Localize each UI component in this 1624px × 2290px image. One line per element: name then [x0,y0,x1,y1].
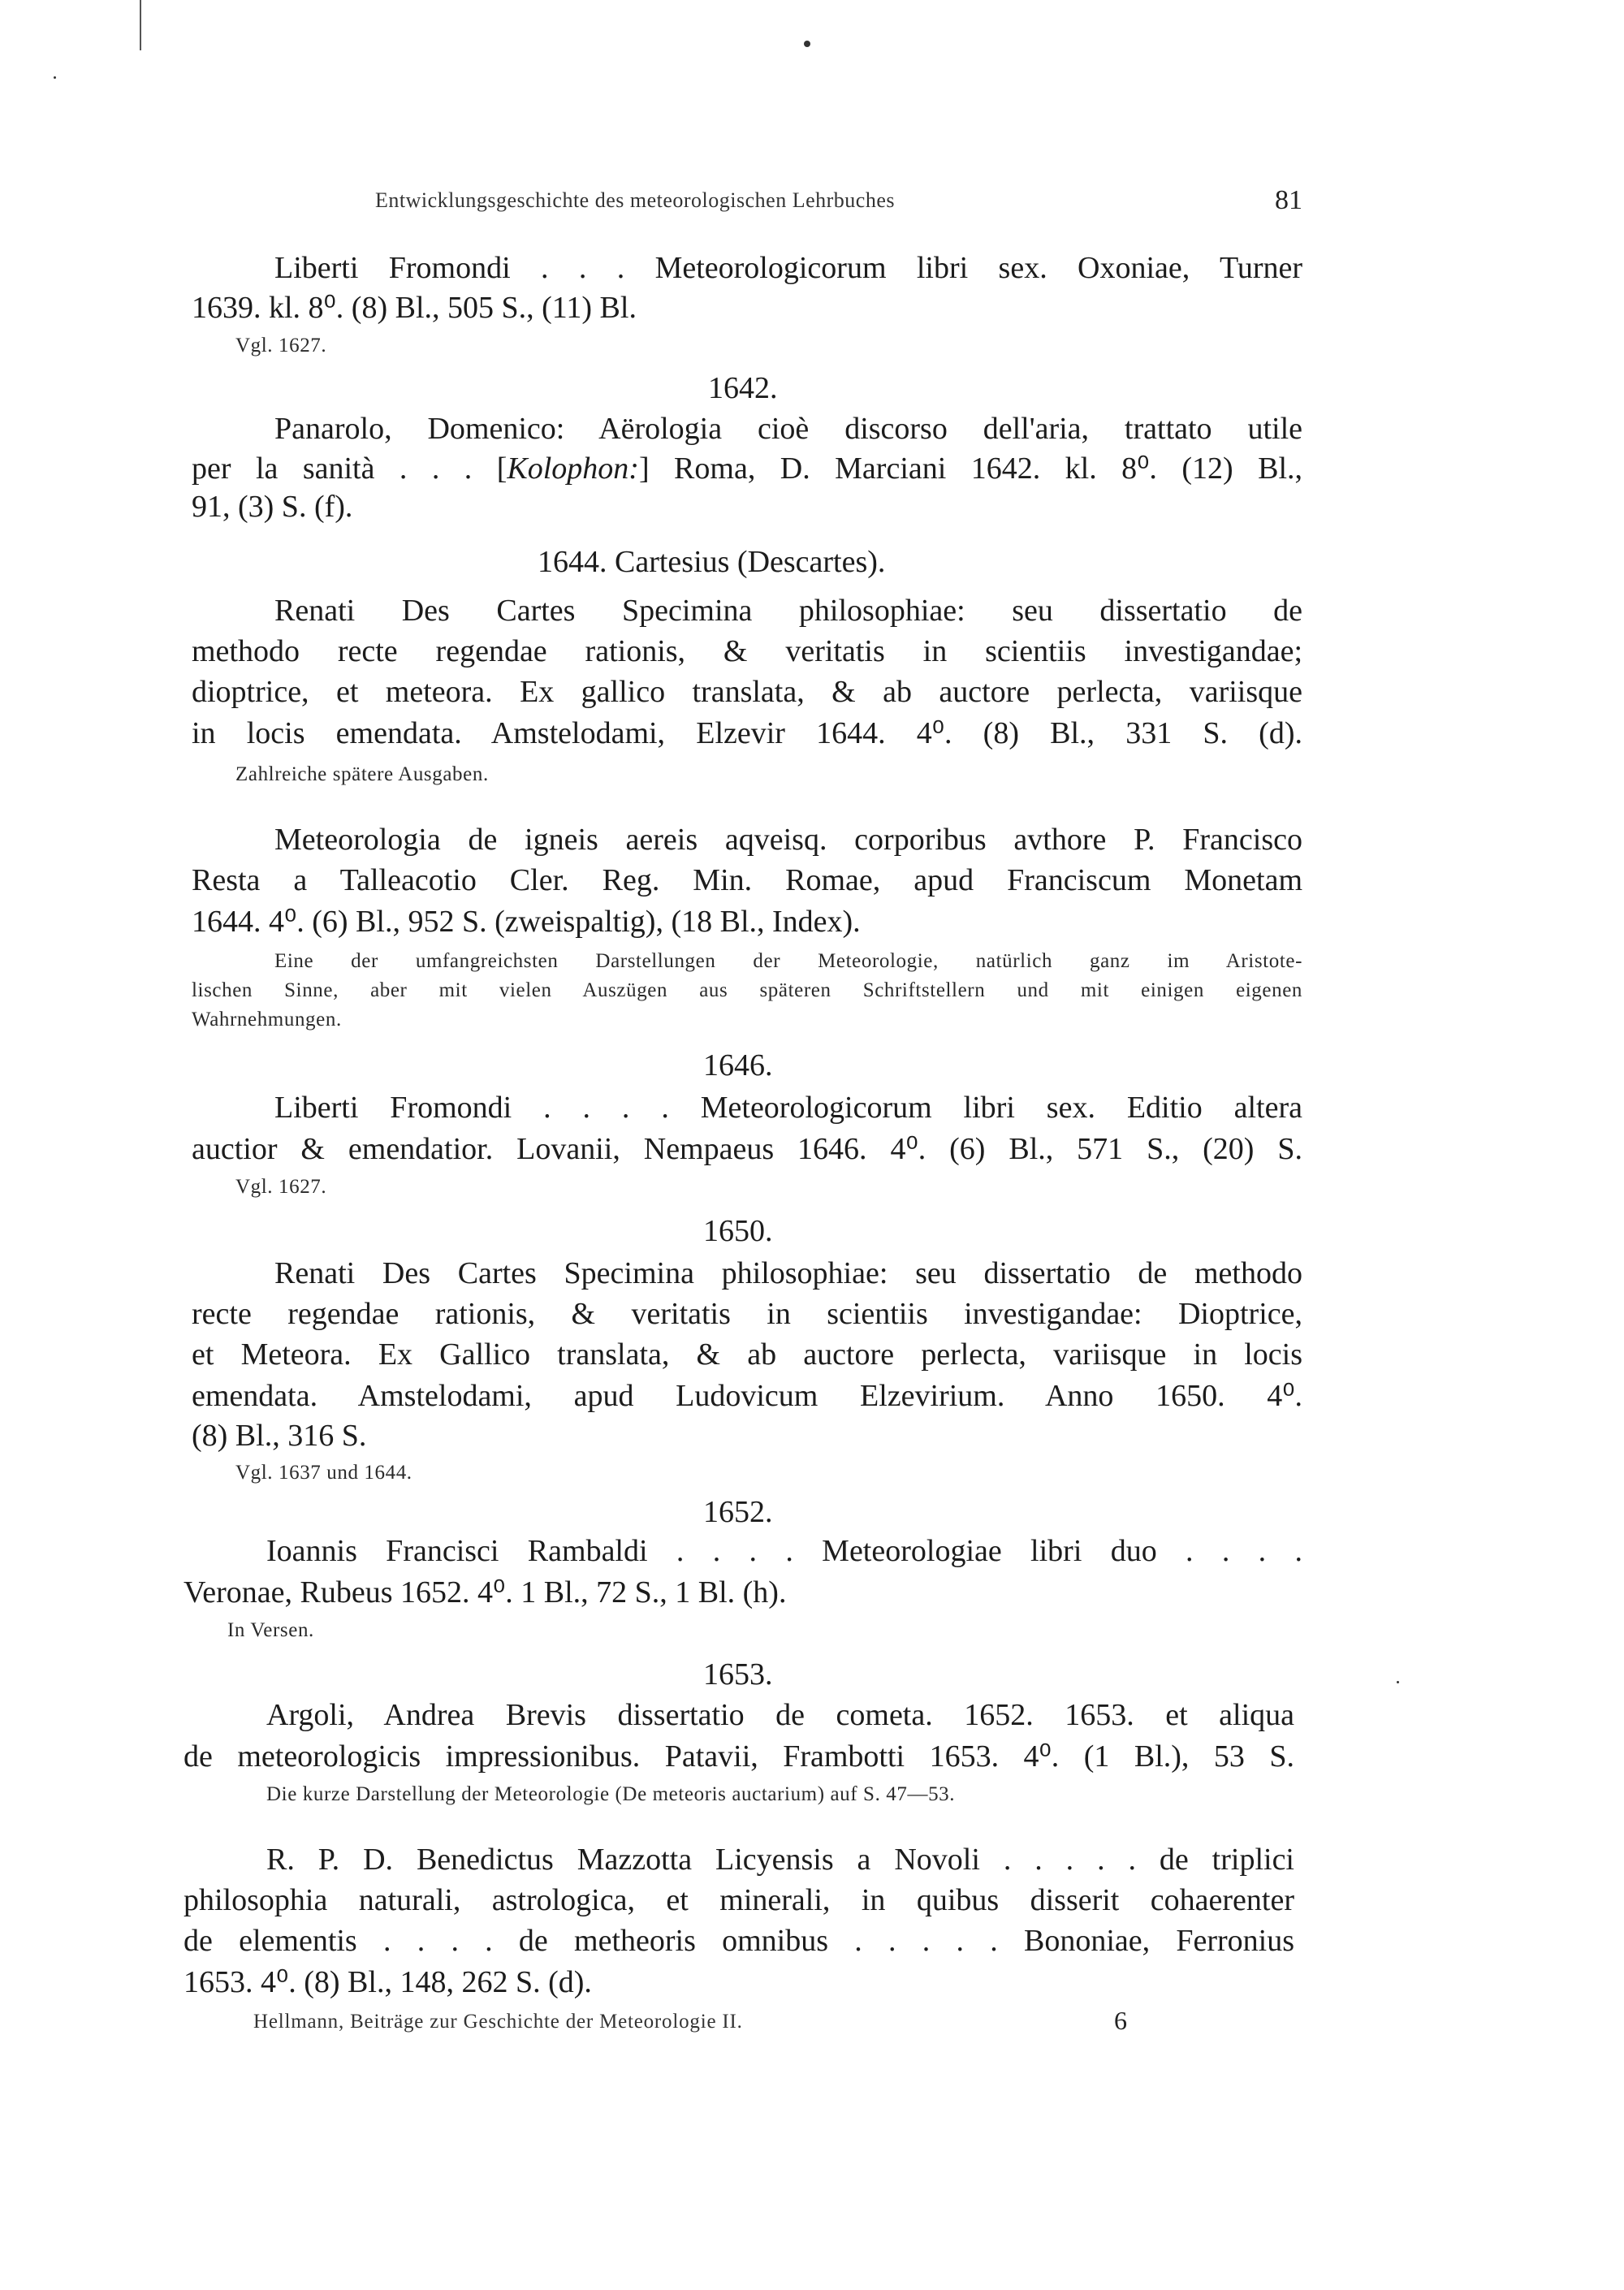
entry-line: emendata. Amstelodami, apud Ludovicum Elzevirium. Anno 1650. 4⁰. [192,1379,1302,1413]
running-title: Entwicklungsgeschichte des meteorologischen Lehrbuches [375,188,895,212]
entry-line: Panarolo, Domenico: Aërologia cioè discorso dell'aria, trattato utile [274,412,1302,446]
entry-note: In Versen. [227,1619,314,1641]
entry-line: 1653. 4⁰. (8) Bl., 148, 262 S. (d). [184,1965,592,1999]
year-heading: 1653. [703,1657,773,1692]
entry-line: dioptrice, et meteora. Ex gallico translata, & ab auctore perlecta, variisque [192,675,1302,709]
page-number: 81 [1275,185,1302,215]
entry-note: Vgl. 1637 und 1644. [235,1462,412,1484]
signature-mark: 6 [1114,2006,1127,2035]
entry-note: Vgl. 1627. [235,1176,327,1198]
entry-line: Renati Des Cartes Specimina philosophiae: seu dissertatio de methodo [274,1256,1302,1290]
page-header [192,185,1302,226]
entry-text: per la sanità . . . [ [192,452,508,486]
entry-line: Meteorologia de igneis aereis aqveisq. corporibus avthore P. Francisco [274,823,1302,857]
entry-note: Zahlreiche spätere Ausgaben. [235,763,489,785]
entry-line: philosophia naturali, astrologica, et minerali, in quibus disserit cohaerenter [184,1883,1294,1917]
entry-line: Argoli, Andrea Brevis dissertatio de cometa. 1652. 1653. et aliqua [266,1698,1294,1732]
ink-speck [1397,1681,1399,1683]
footer-citation: Hellmann, Beiträge zur Geschichte der Meteorologie II. [253,2011,743,2033]
year-heading: 1642. [708,371,778,405]
ink-speck [54,76,56,79]
entry-note: lischen Sinne, aber mit vielen Auszügen aus späteren Schriftstellern und mit einigen eigenen [192,979,1302,1001]
entry-text: ] Roma, D. Marciani 1642. kl. 8⁰. (12) Bl., [638,452,1303,486]
entry-line: methodo recte regendae rationis, & veritatis in scientiis investigandae; [192,634,1302,668]
entry-line: auctior & emendatior. Lovanii, Nempaeus 1646. 4⁰. (6) Bl., 571 S., (20) S. [192,1132,1302,1166]
entry-note: Die kurze Darstellung der Meteorologie (De meteoris auctarium) auf S. 47—53. [266,1783,956,1805]
colophon-label: Kolophon: [507,452,639,486]
entry-note: Wahrnehmungen. [192,1009,342,1030]
entry-line: 91, (3) S. (f). [192,490,353,524]
entry-line: de elementis . . . . de metheoris omnibus . . . . . Bononiae, Ferronius [184,1924,1294,1958]
year-heading: 1652. [703,1495,773,1529]
entry-line: 1639. kl. 8⁰. (8) Bl., 505 S., (11) Bl. [192,291,637,325]
entry-line: Liberti Fromondi . . . . Meteorologicorum libri sex. Editio altera [274,1091,1302,1125]
entry-line: in locis emendata. Amstelodami, Elzevir 1644. 4⁰. (8) Bl., 331 S. (d). [192,716,1302,750]
year-heading: 1650. [703,1214,773,1248]
entry-line: Ioannis Francisci Rambaldi . . . . Meteorologiae libri duo . . . . [266,1534,1302,1568]
entry-line: Renati Des Cartes Specimina philosophiae: seu dissertatio de [274,594,1302,628]
ink-speck [804,41,810,47]
year-heading: 1646. [703,1048,773,1082]
entry-line: et Meteora. Ex Gallico translata, & ab auctore perlecta, variisque in locis [192,1337,1302,1372]
scan-artifact-line [140,0,141,50]
entry-line: Veronae, Rubeus 1652. 4⁰. 1 Bl., 72 S., 1 Bl. (h). [184,1575,787,1609]
entry-line: Liberti Fromondi . . . Meteorologicorum libri sex. Oxoniae, Turner [274,251,1302,285]
entry-line: Resta a Talleacotio Cler. Reg. Min. Romae, apud Franciscum Monetam [192,863,1302,897]
entry-line: recte regendae rationis, & veritatis in scientiis investigandae: Dioptrice, [192,1297,1302,1331]
year-heading: 1644. Cartesius (Descartes). [538,545,886,579]
entry-note: Vgl. 1627. [235,335,327,356]
entry-line: R. P. D. Benedictus Mazzotta Licyensis a Novoli . . . . . de triplici [266,1843,1294,1877]
entry-line: (8) Bl., 316 S. [192,1419,367,1453]
entry-note: Eine der umfangreichsten Darstellungen der Meteorologie, natürlich ganz im Aristote- [274,950,1302,972]
entry-line: de meteorologicis impressionibus. Patavii, Frambotti 1653. 4⁰. (1 Bl.), 53 S. [184,1739,1294,1774]
entry-line: 1644. 4⁰. (6) Bl., 952 S. (zweispaltig), (18 Bl., Index). [192,905,861,939]
entry-line [192,450,1302,486]
